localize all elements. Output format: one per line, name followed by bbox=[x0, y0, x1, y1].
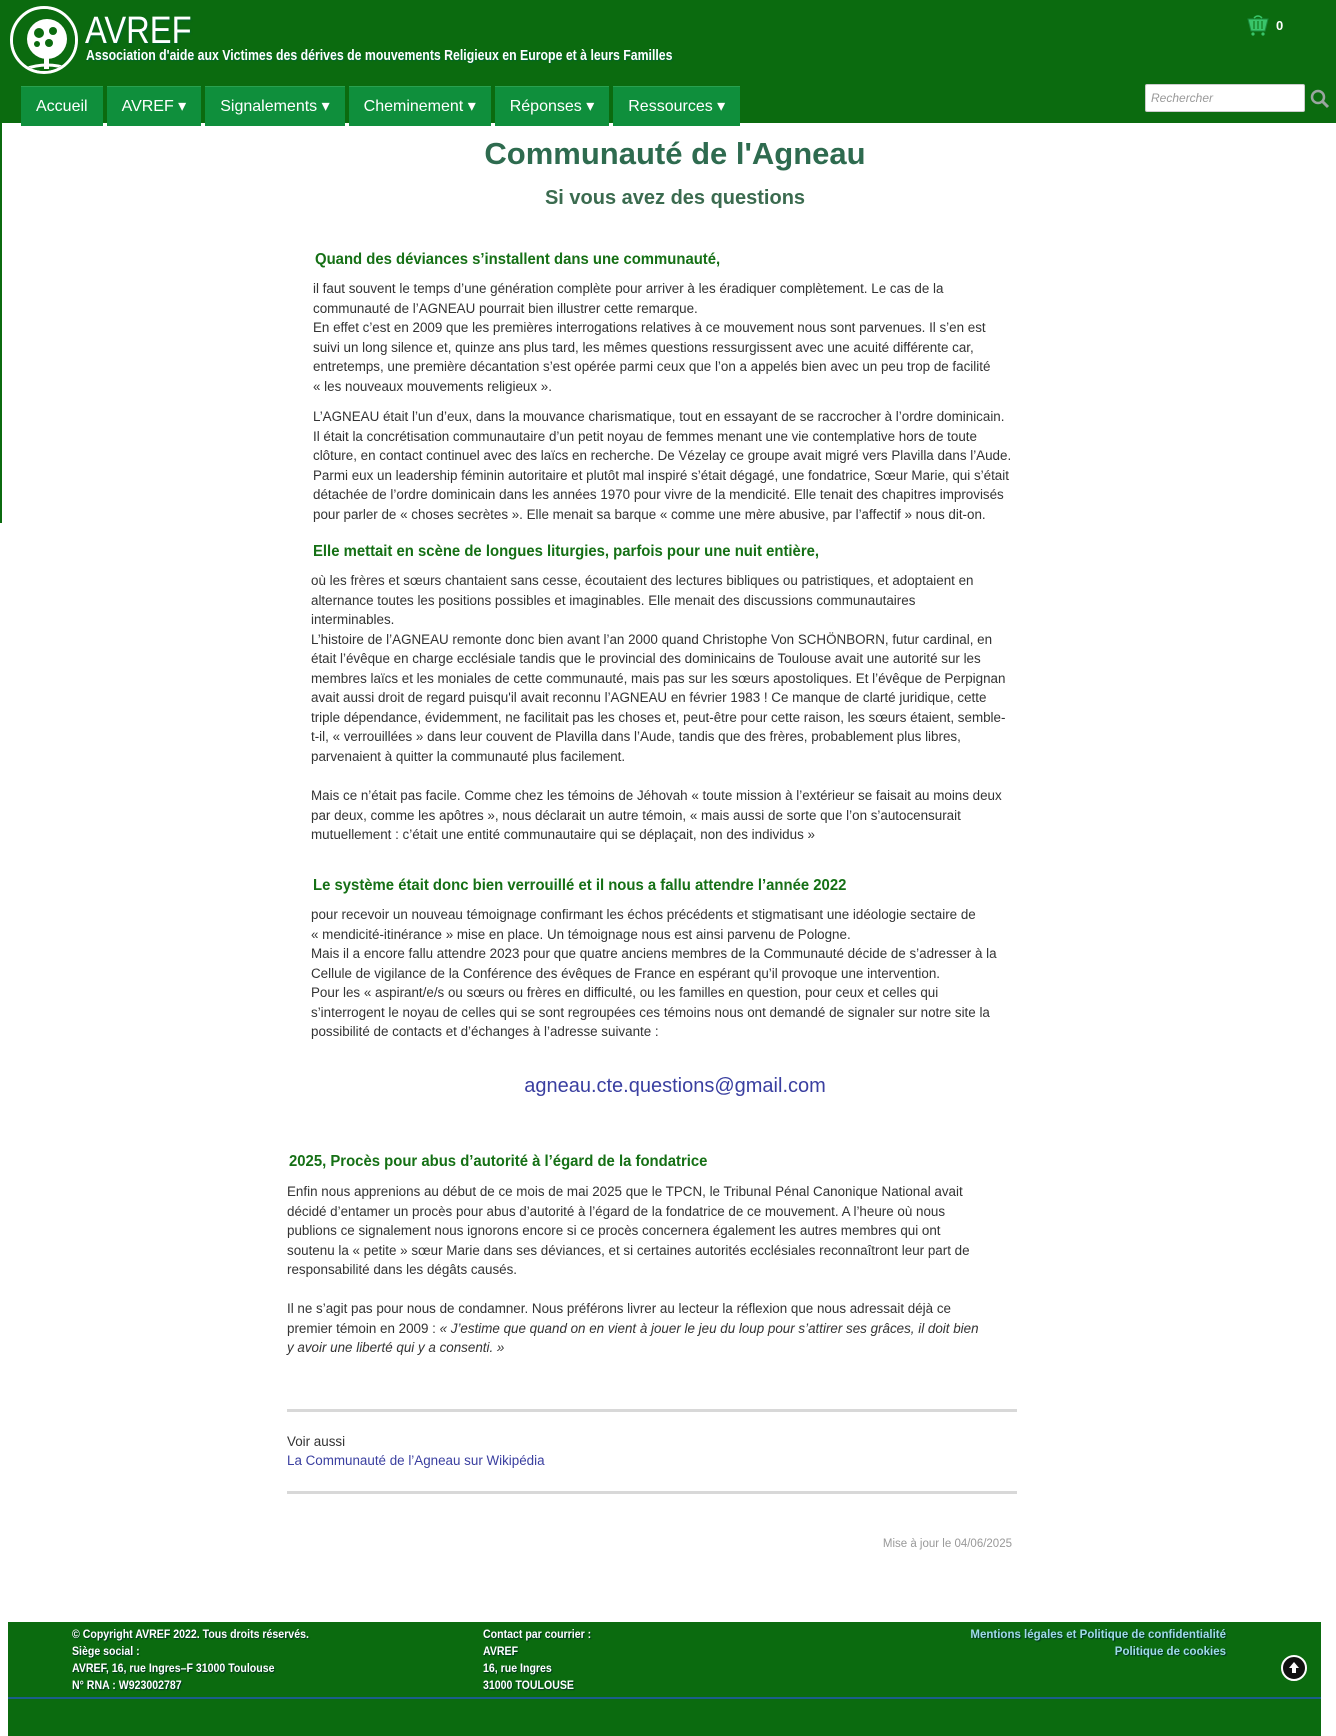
section-1-paragraph-2: L’AGNEAU était l’un d’eux, dans la mouvance charismatique, tout en essayant de se raccrocher à l’ordre dominicain. Il était la concrétisation communautaire d’un petit noyau de femmes menant une vie contemplative hors de toute clôture, en contact continuel avec des laïcs en recherche. De Vézelay ce groupe avait migré vers Plavilla dans l’Aude. Parmi eux un leadership féminin autoritaire et plutôt mal inspiré s’était dégagé, une fondatrice, Sœur Marie, qui s’était détachée de l’ordre dominicain dans les années 1970 pour vivre de la mendicité. Elle tenait des chapitres improvisés pour parler de « choses secrètes ». Elle menait sa barque « comme une mère abusive, par l’affectif » nous dit-on. bbox=[313, 409, 1012, 522]
nav-reponses[interactable]: Réponses ▾ bbox=[495, 86, 610, 126]
arrow-up-icon[interactable] bbox=[1281, 1655, 1307, 1681]
footer-contact: Contact par courrier : AVREF 16, rue Ingres 31000 TOULOUSE bbox=[483, 1629, 592, 1692]
section-3-paragraph-1: pour recevoir un nouveau témoignage confirmant les échos précédents et stigmatisant une idéologie sectaire de « mendicité-itinérance » mise en place. Un témoignage nous est ainsi parvenu de Pologne. Mais il a encore fallu attendre 2023 pour que quatre anciens membres de la Communauté décide de s’adresser à la Cellule de vigilance de la Conférence des évêques de France en espérant qu’il provoque une intervention. Pour les « aspirant/e/s ou sœurs ou frères en difficulté, ou les familles en question, pour ceux et celles qui s’interrogent le noyau de celles qui se sont regroupées ces témoins nous ont demandé de signaler sur notre site la possibilité de contacts et d’échanges à l’adresse suivante : bbox=[311, 907, 997, 1039]
nav-accueil[interactable]: Accueil bbox=[21, 86, 103, 126]
email-link[interactable]: agneau.cte.questions@gmail.com bbox=[524, 1075, 826, 1097]
section-2-paragraph-2: Mais ce n’était pas facile. Comme chez les témoins de Jéhovah « toute mission à l’extérieur se faisait au moins deux par deux, comme les apôtres », nous déclarait un autre témoin, « mais aussi de sorte que l’on s’autocensurait mutuellement : c’était une entité communautaire qui se déplaçait, non des individus » bbox=[311, 788, 1002, 842]
search-input[interactable]: Rechercher bbox=[1145, 84, 1305, 112]
section-heading-3: Le système était donc bien verrouillé et il nous a fallu attendre l’année 2022 bbox=[313, 877, 847, 894]
section-heading-4: 2025, Procès pour abus d’autorité à l’égard de la fondatrice bbox=[289, 1153, 708, 1170]
section-4-paragraph-1: Enfin nous apprenions au début de ce mois de mai 2025 que le TPCN, le Tribunal Pénal Canonique National avait décidé d’entamer un procès pour abus d’autorité à l’égard de la fondatrice de ce mouvement. A l’heure où nous publions ce signalement nous ignorons encore si ce procès concernera également les autres membres qui ont soutenu la « petite » sœur Marie dans ses déviances, et si certaines autorités ecclésiales reconnaîtront leur part de responsabilité dans les dégâts causés. bbox=[287, 1184, 970, 1277]
legal-link[interactable]: Mentions légales et Politique de confidentialité bbox=[970, 1629, 1226, 1641]
witness-quote: « J’estime que quand on en vient à jouer le jeu du loup pour s’attirer ses grâces, il doit bien y avoir une liberté qui y a consenti. » bbox=[287, 1320, 979, 1355]
cookies-link[interactable]: Politique de cookies bbox=[1114, 1646, 1226, 1658]
left-border bbox=[0, 123, 2, 523]
wikipedia-link[interactable]: La Communauté de l’Agneau sur Wikipédia bbox=[287, 1453, 545, 1468]
search-icon[interactable] bbox=[1310, 89, 1330, 109]
cart-count: 0 bbox=[1276, 18, 1284, 33]
nav-ressources[interactable]: Ressources ▾ bbox=[613, 86, 740, 126]
last-updated: Mise à jour le 04/06/2025 bbox=[882, 1538, 1012, 1550]
nav-signalements[interactable]: Signalements ▾ bbox=[205, 86, 344, 126]
nav-avref[interactable]: AVREF ▾ bbox=[107, 86, 202, 126]
contact-email bbox=[0, 1075, 1336, 1098]
cart-icon[interactable] bbox=[1246, 14, 1270, 36]
section-1-paragraph-1: il faut souvent le temps d’une génération complète pour arriver à les éradiquer complètement. Le cas de la communauté de l’AGNEAU pourrait bien illustrer cette remarque. En effet c’est en 2009 que les premières interrogations relatives à ce mouvement nous sont parvenues. Il s’en est suivi un long silence et, quinze ans plus tard, les mêmes questions ressurgissent avec une acuité différente car, entretemps, une première décantation s’est opérée parmi ceux que l’on a appelés bien avec un peu trop de facilité « les nouveaux mouvements religieux ». bbox=[313, 281, 991, 394]
section-2-paragraph-1: où les frères et sœurs chantaient sans cesse, écoutaient des lectures bibliques ou patristiques, et adoptaient en alternance toutes les positions possibles et imaginables. Elle menait des discussions communautaires interminables. L’histoire de l’AGNEAU remonte donc bien avant l’an 2000 quand Christophe Von SCHÖNBORN, futur cardinal, en était l’évêque en charge ecclésiale tandis que le provincial des dominicains de Toulouse avait une autorité sur les membres laïcs et les moniales de cette communauté, mais pas sur les sœurs apostoliques. Et l’évêque de Perpignan avait aussi droit de regard puisqu'il avait reconnu l’AGNEAU en février 1983 ! Ce manque de clarté juridique, cette triple dépendance, évidemment, ne facilitait pas les choses et, peut-être pour cette raison, les sœurs étaient, semble- t-il, « verrouillées » dans leur couvent de Plavilla dans l’Aude, tandis que des frères, probablement plus libres, parvenaient à quitter la communauté plus facilement. bbox=[311, 573, 1006, 764]
site-header bbox=[0, 0, 1336, 123]
paragraph-2-text: Il ne s’agit pas pour nous de condamner. Nous préférons livrer au lecteur la réflexion que nous adressait déjà ce premier témoin en 2009 : bbox=[287, 1301, 951, 1336]
divider-bottom bbox=[287, 1491, 1017, 1494]
site-title[interactable]: AVREF bbox=[85, 10, 192, 52]
section-4-paragraph-2 bbox=[287, 1299, 1037, 1358]
site-subtitle: Association d'aide aux Victimes des dérives de mouvements Religieux en Europe et à leurs Familles bbox=[86, 47, 673, 64]
divider-top bbox=[287, 1409, 1017, 1412]
tree-logo-icon[interactable] bbox=[10, 6, 78, 74]
footer-links bbox=[970, 1627, 1226, 1661]
bottom-bar bbox=[8, 1697, 1321, 1736]
section-heading-1: Quand des déviances s’installent dans une communauté, bbox=[315, 251, 721, 268]
footer-copyright: © Copyright AVREF 2022. Tous droits réservés. Siège social : AVREF, 16, rue Ingres–F 31000 Toulouse N° RNA : W923002787 bbox=[72, 1629, 309, 1692]
page-title: Communauté de l'Agneau bbox=[484, 136, 866, 171]
page-subtitle: Si vous avez des questions bbox=[544, 187, 806, 209]
see-also-label: Voir aussi bbox=[287, 1434, 346, 1449]
section-heading-2: Elle mettait en scène de longues liturgies, parfois pour une nuit entière, bbox=[313, 543, 820, 560]
nav-cheminement[interactable]: Cheminement ▾ bbox=[349, 86, 491, 126]
main-nav bbox=[21, 86, 740, 126]
